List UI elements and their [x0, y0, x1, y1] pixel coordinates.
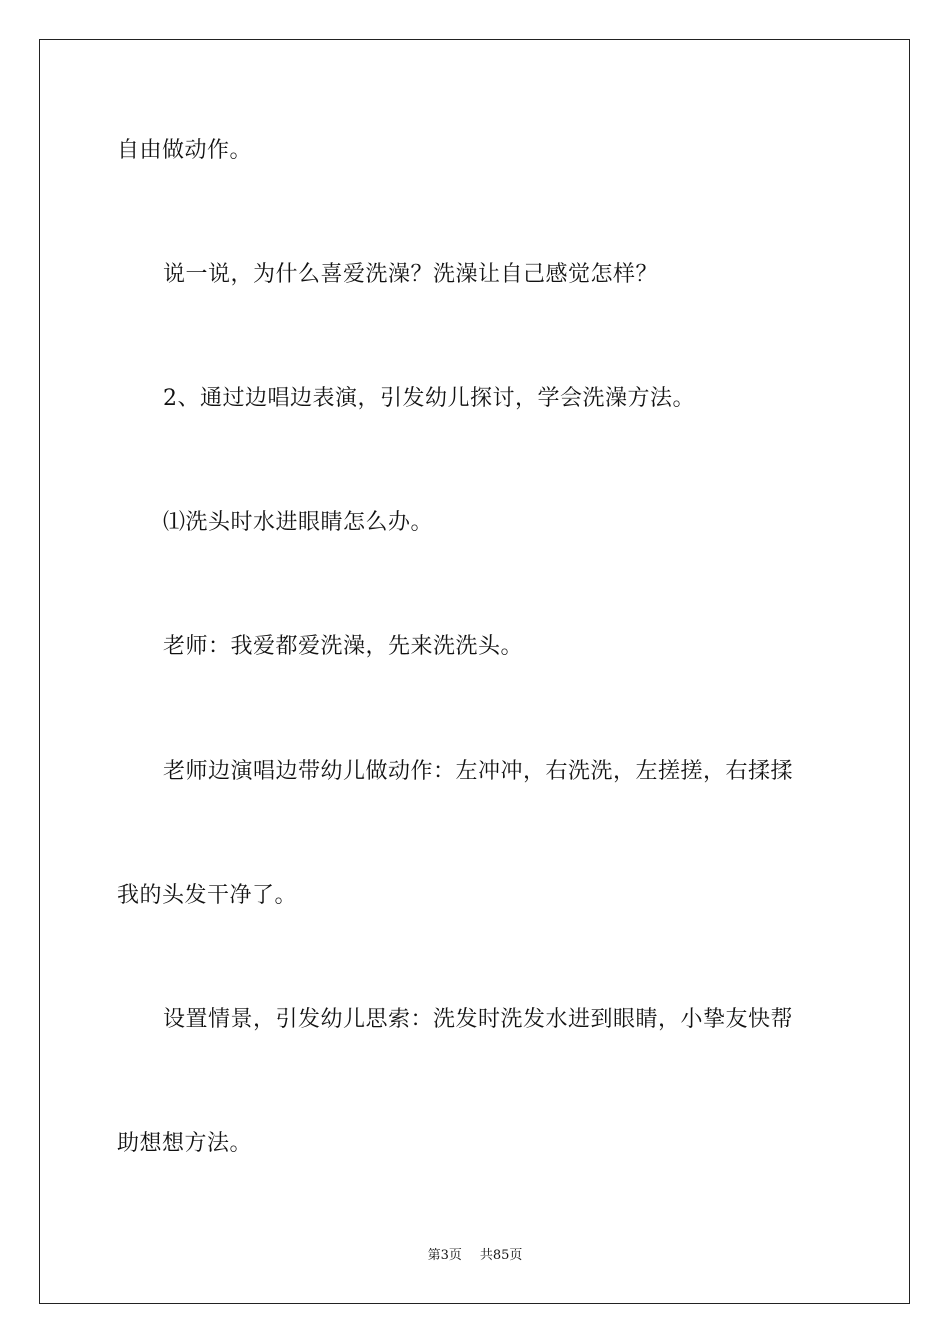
- paragraph-line-7: 我的头发干净了。: [117, 883, 298, 908]
- total-pages: 共85页: [479, 1248, 523, 1263]
- paragraph-line-5: 老师：我爱都爱洗澡，先来洗洗头。: [163, 634, 524, 659]
- paragraph-line-6: 老师边演唱边带幼儿做动作：左冲冲，右洗洗，左搓搓，右揉揉: [163, 759, 794, 784]
- paragraph-line-3: 2、通过边唱边表演，引发幼儿探讨，学会洗澡方法。: [163, 386, 695, 411]
- page-number: 第3页: [427, 1248, 462, 1263]
- paragraph-line-2: 说一说，为什么喜爱洗澡？洗澡让自己感觉怎样？: [163, 262, 659, 287]
- page-border: [39, 39, 910, 1304]
- paragraph-line-4: ⑴洗头时水进眼睛怎么办。: [163, 510, 434, 535]
- paragraph-line-8: 设置情景，引发幼儿思索：洗发时洗发水进到眼睛，小挚友快帮: [163, 1007, 794, 1032]
- paragraph-line-1: 自由做动作。: [117, 138, 253, 163]
- paragraph-line-9: 助想想方法。: [117, 1131, 253, 1156]
- page-footer: [0, 1247, 950, 1265]
